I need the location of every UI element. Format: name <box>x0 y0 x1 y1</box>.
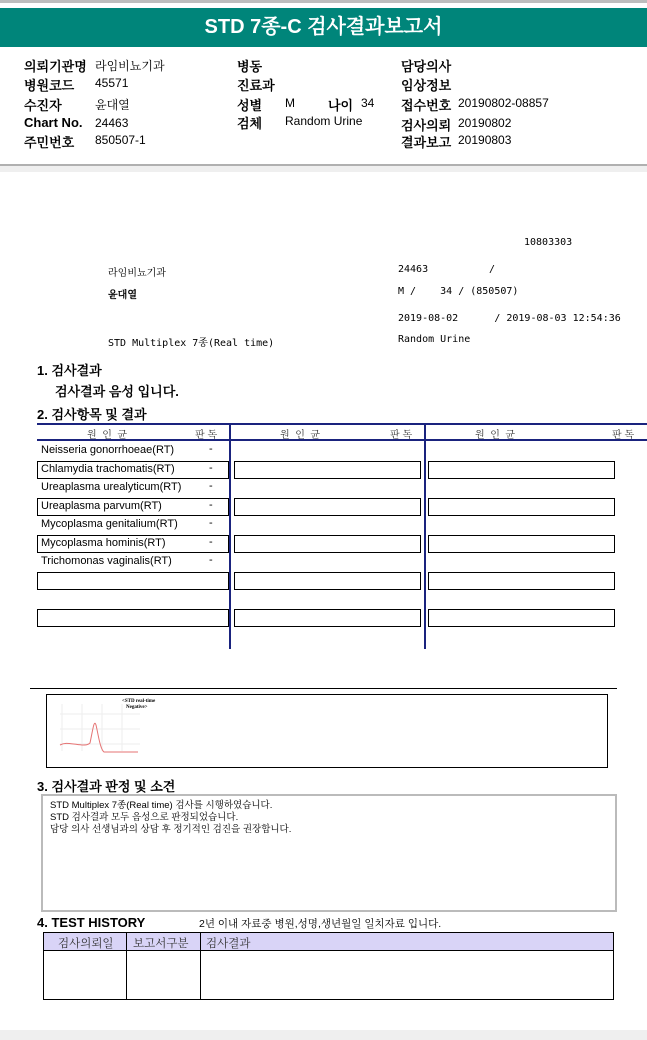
info-label: Chart No. <box>24 115 83 130</box>
row-box <box>234 572 421 590</box>
opinion-box <box>41 794 617 912</box>
info-label: 의뢰기관명 <box>24 59 87 74</box>
row-box <box>428 461 615 479</box>
age-label: 나이 <box>328 98 354 113</box>
col-header-pathogen: 원 인 균 <box>87 430 128 441</box>
pathogen-result: - <box>209 535 213 548</box>
row-box <box>428 498 615 516</box>
info-label: 성별 <box>237 98 263 113</box>
pathogen-name: Ureaplasma parvum(RT) <box>41 499 162 512</box>
hospital-name: 라임비뇨기과 <box>108 268 166 279</box>
section4-title: 4. TEST HISTORY <box>37 915 146 930</box>
history-note: 2년 이내 자료중 병원,성명,생년월일 일치자료 입니다. <box>199 918 442 930</box>
row-box <box>234 461 421 479</box>
section2-title: 2. 검사항목 및 결과 <box>37 407 147 422</box>
info-value: 45571 <box>95 76 129 90</box>
row-box <box>234 609 421 627</box>
opinion-line: STD Multiplex 7종(Real time) 검사를 시행하였습니다. <box>50 800 273 811</box>
history-col-request-date: 검사의뢰일 <box>58 938 114 950</box>
section3-title: 3. 검사결과 판정 및 소견 <box>37 779 176 794</box>
info-label: 결과보고 <box>401 135 452 150</box>
pathogen-name: Mycoplasma hominis(RT) <box>41 536 166 549</box>
info-label: 주민번호 <box>24 135 75 150</box>
col-header-pathogen: 원 인 균 <box>280 430 321 441</box>
history-header <box>44 933 613 951</box>
row-box <box>37 609 229 627</box>
info-label: 검체 <box>237 116 263 131</box>
row-box <box>234 535 421 553</box>
divider <box>30 688 617 689</box>
info-value: 20190802-08857 <box>458 96 549 110</box>
info-label: 접수번호 <box>401 98 452 113</box>
sex-age: M / 34 / (850507) <box>398 286 519 297</box>
pathogen-name: Mycoplasma genitalium(RT) <box>41 518 178 530</box>
info-label: 진료과 <box>237 78 275 93</box>
info-label: 수진자 <box>24 98 62 113</box>
test-name: STD Multiplex 7종(Real time) <box>108 338 275 349</box>
chart-number: 24463 <box>398 264 429 275</box>
info-value: 윤대열 <box>95 98 130 112</box>
col-header-pathogen: 원 인 균 <box>475 430 516 441</box>
pathogen-result: - <box>209 443 213 455</box>
info-value: Random Urine <box>285 114 363 128</box>
col-header-result: 판 독 <box>195 430 218 441</box>
history-table <box>43 932 614 1000</box>
chart-title: <STD real-time <box>122 699 156 704</box>
divider-band <box>0 166 647 172</box>
row-box <box>428 572 615 590</box>
pathogen-name: Trichomonas vaginalis(RT) <box>41 555 172 567</box>
info-value: 24463 <box>95 116 129 130</box>
pathogen-name: Chlamydia trachomatis(RT) <box>41 462 175 475</box>
pathogen-name: Neisseria gonorrhoeae(RT) <box>41 444 175 456</box>
specimen: Random Urine <box>398 334 471 345</box>
chart-separator: / <box>489 264 496 275</box>
info-label: 병동 <box>237 59 263 74</box>
info-label: 임상정보 <box>401 78 452 93</box>
info-value: 850507-1 <box>95 133 146 147</box>
opinion-line: STD 검사결과 모두 음성으로 판정되었습니다. <box>50 812 239 823</box>
age-value: 34 <box>361 96 375 110</box>
report-code: 10803303 <box>524 237 573 248</box>
col-header-result: 판 독 <box>612 430 635 441</box>
patient-name: 윤대열 <box>108 290 137 301</box>
pathogen-result: - <box>209 554 213 566</box>
info-value: 20190802 <box>458 116 512 130</box>
info-label: 병원코드 <box>24 78 75 93</box>
pathogen-result: - <box>209 517 213 529</box>
melt-curve <box>60 723 138 752</box>
column-divider <box>424 423 426 649</box>
chart-box <box>46 694 608 768</box>
top-border <box>0 0 647 3</box>
pathogen-result: - <box>209 498 213 511</box>
section1-title: 1. 검사결과 <box>37 363 102 378</box>
row-box <box>37 572 229 590</box>
col-header-result: 판 독 <box>390 430 413 441</box>
chart-subtitle: Negative> <box>126 705 148 710</box>
pathogen-result: - <box>209 461 213 474</box>
row-box <box>428 609 615 627</box>
table-header-border <box>37 439 647 441</box>
pathogen-result: - <box>209 480 213 492</box>
opinion-line: 담당 의사 선생님과의 상담 후 정기적인 검진을 권장합니다. <box>50 824 292 835</box>
report-title: STD 7종-C 검사결과보고서 <box>0 8 647 47</box>
info-value: M <box>285 96 295 110</box>
info-value: 라임비뇨기과 <box>95 59 165 73</box>
info-label: 담당의사 <box>401 59 452 74</box>
row-box <box>234 498 421 516</box>
history-col-report-type: 보고서구분 <box>133 938 189 950</box>
table-top-border <box>37 423 647 425</box>
result-summary: 검사결과 음성 입니다. <box>55 384 179 399</box>
history-col-result: 검사결과 <box>206 938 251 950</box>
column-divider <box>229 423 231 649</box>
pathogen-name: Ureaplasma urealyticum(RT) <box>41 481 182 493</box>
bottom-band <box>0 1030 647 1040</box>
info-label: 검사의뢰 <box>401 118 452 133</box>
row-box <box>428 535 615 553</box>
dates: 2019-08-02 / 2019-08-03 12:54:36 <box>398 313 621 324</box>
info-value: 20190803 <box>458 133 512 147</box>
